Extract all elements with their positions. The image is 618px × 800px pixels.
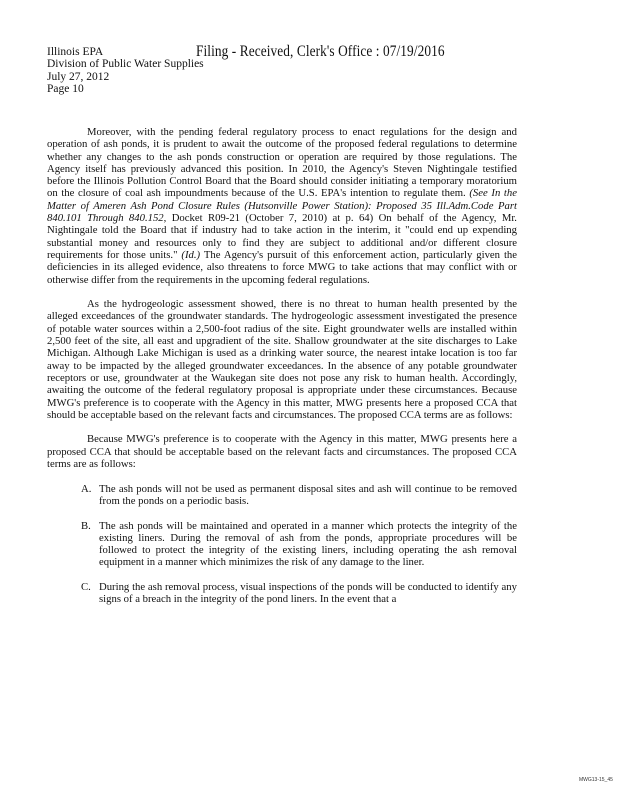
paragraph-text: The Agency's pursuit of this enforcement action, particularly given the deficiencies in its alleged evidence, also threatens to force MWG to take actions that may conflict with or otherwise differ from the requirements in the upcoming federal regulations. bbox=[47, 248, 518, 286]
header-division: Division of Public Water Supplies bbox=[47, 58, 204, 71]
letter-body bbox=[47, 126, 517, 618]
list-item-text: The ash ponds will not be used as permanent disposal sites and ash will continue to be removed from the ponds on a periodic basis. bbox=[99, 482, 517, 507]
header-date: July 27, 2012 bbox=[47, 70, 110, 83]
list-item-text: The ash ponds will be maintained and operated in a manner which protects the integrity of the existing liners. During the removal of ash from the ponds, appropriate procedures will be followed to protect the integrity of the existing liners, including operating the ash removal equipment in a manner which minimizes the risk of any damage to the liner. bbox=[99, 519, 517, 569]
list-item-letter: A. bbox=[81, 482, 92, 495]
paragraph-hydrogeologic-assessment: As the hydrogeologic assessment showed, there is no threat to human health presented by the alleged exceedances of the groundwater standards. The hydrogeologic assessment investigated the presence of potable water sources within a 2,500-foot radius of the site. Eight groundwater wells are installed within 2,500 feet of the site, all east and upgradient of the site. Shallow groundwater at the site discharges to Lake Michigan. Although Lake Michigan is used as a drinking water source, the nearest intake location is too far away to be impacted by the alleged groundwater exceedances. In the absence of any potable groundwater receptors or use, groundwater at the Waukegan site does not pose any risk to human health. Accordingly, awaiting the outcome of the federal regulatory proposal is appropriate under these circumstances. Because MWG's preference is to cooperate with the Agency in this matter, MWG presents here a proposed CCA that should be acceptable based on the relevant facts and circumstances. The proposed CCA terms are as follows: bbox=[47, 298, 517, 421]
paragraph-federal-regulation bbox=[47, 126, 517, 286]
header-page-number: Page 10 bbox=[47, 82, 84, 95]
list-item bbox=[81, 483, 517, 508]
list-item-text: During the ash removal process, visual inspections of the ponds will be conducted to identify any signs of a breach in the integrity of the pond liners. In the event that a bbox=[99, 580, 517, 606]
cca-terms-list bbox=[47, 483, 517, 606]
list-item-letter: C. bbox=[81, 580, 91, 593]
case-citation: (See In the Matter of Ameren Ash Pond Closure Rules (Hutsonville Power Station): Proposed 35 Ill.Adm.Code Part 840.101 Through 840.152, bbox=[47, 187, 517, 225]
bates-number: MWG13-15_45 bbox=[579, 777, 613, 783]
paragraph-text: Moreover, with the pending federal regulatory process to enact regulations for the design and operation of ash ponds, it is prudent to await the outcome of the proposed federal regulations to determine whether any changes to the ash ponds construction or operation are required by those regulations. The Agency itself has previously advanced this position. In 2010, the Agency's Steven Nightingale testified before the Illinois Pollution Control Board that the Board should consider initiating a temporary moratorium on the closure of coal ash impoundments because of the U.S. EPA's intention to regulate them. bbox=[47, 126, 517, 200]
list-item bbox=[81, 520, 517, 569]
id-citation: (Id.) bbox=[181, 248, 201, 261]
filing-stamp: Filing - Received, Clerk's Office : 07/19/2016 bbox=[196, 43, 445, 60]
list-item-letter: B. bbox=[81, 519, 91, 532]
list-item bbox=[81, 581, 517, 606]
paragraph-cca-proposal: Because MWG's preference is to cooperate with the Agency in this matter, MWG presents here a proposed CCA that should be acceptable based on the relevant facts and circumstances. The proposed CCA terms are as follows: bbox=[47, 433, 517, 471]
letter-header bbox=[47, 46, 287, 95]
header-recipient: Illinois EPA bbox=[47, 46, 104, 58]
paragraph-text: Docket R09-21 (October 7, 2010) at p. 64) On behalf of the Agency, Mr. Nightingale told the Board that if industry had to take action in the interim, it "could end up expending substantial money and resources only to find they are subject to additional and/or different closure requirements for those units." bbox=[47, 212, 517, 261]
